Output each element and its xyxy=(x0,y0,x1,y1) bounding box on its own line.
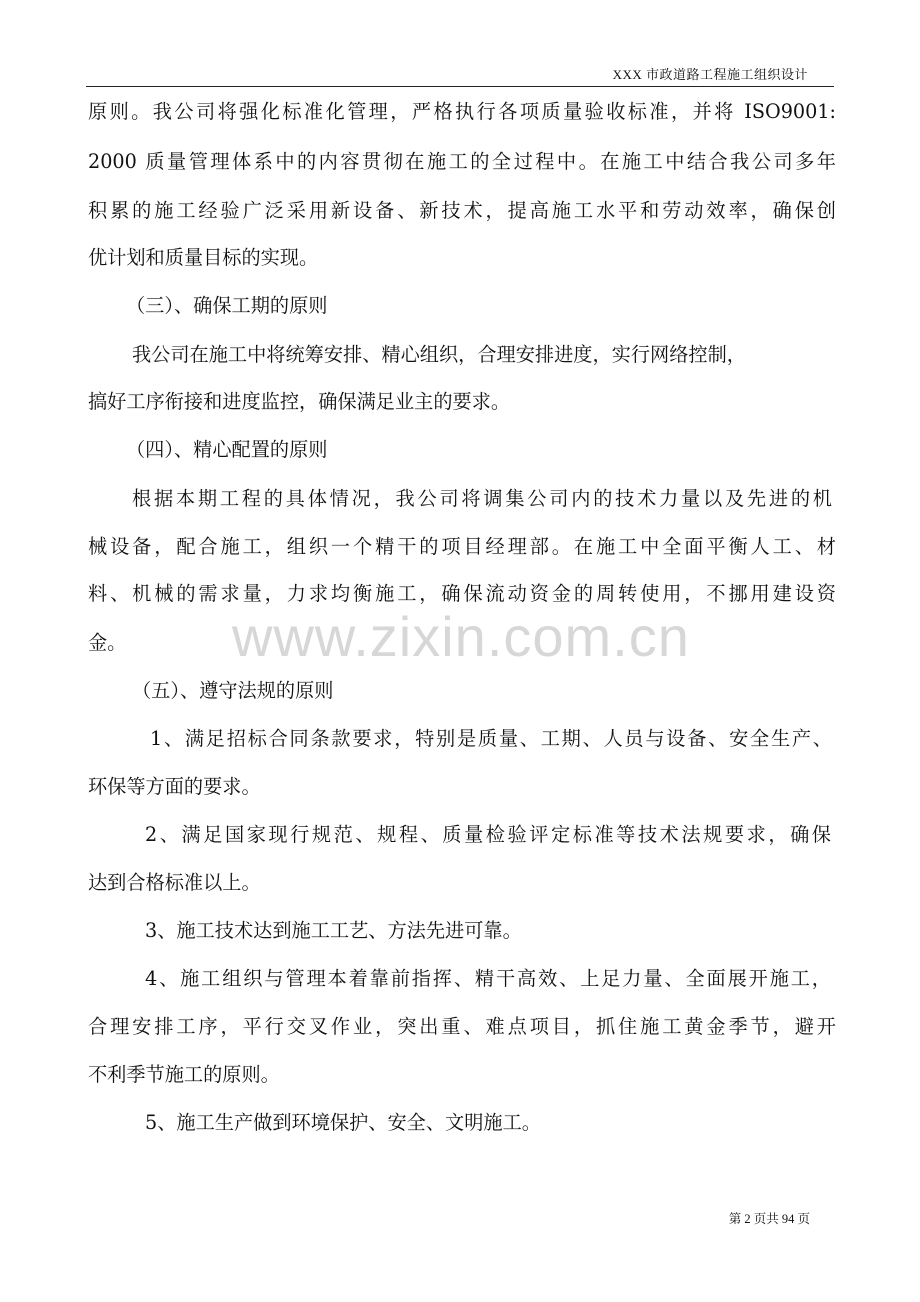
text-line: 料、机械的需求量，力求均衡施工，确保流动资金的周转使用，不挪用建设资 xyxy=(88,582,836,605)
text-line: 不利季节施工的原则。 xyxy=(88,1063,280,1086)
section-heading: （四）、精心配置的原则 xyxy=(126,438,328,461)
text-line: 2、满足国家现行规范、规程、质量检验评定标准等技术法规要求，确保 xyxy=(145,823,831,846)
text-line: 积累的施工经验广泛采用新设备、新技术，提高施工水平和劳动效率，确保创 xyxy=(88,199,836,222)
text-line: 1、满足招标合同条款要求，特别是质量、工期、人员与设备、安全生产、 xyxy=(150,727,832,750)
text-line: 2000 质量管理体系中的内容贯彻在施工的全过程中。在施工中结合我公司多年 xyxy=(88,150,836,173)
text-line: 金。 xyxy=(88,631,127,654)
page-number-footer: 第 2 页共 94 页 xyxy=(728,1212,810,1226)
text-line: 优计划和质量目标的实现。 xyxy=(88,246,319,269)
text-line: 达到合格标准以上。 xyxy=(88,871,261,894)
section-heading: （五）、遵守法规的原则 xyxy=(132,679,334,702)
text-line: 我公司在施工中将统筹安排、精心组织，合理安排进度，实行网络控制， xyxy=(132,343,746,366)
text-line: 根据本期工程的具体情况，我公司将调集公司内的技术力量以及先进的机 xyxy=(132,487,832,510)
text-line: 合理安排工序，平行交叉作业，突出重、难点项目，抓住施工黄金季节，避开 xyxy=(88,1015,836,1038)
text-line: 3、施工技术达到施工工艺、方法先进可靠。 xyxy=(145,919,522,942)
text-line: 搞好工序衔接和进度监控，确保满足业主的要求。 xyxy=(88,390,511,413)
text-line: 4、施工组织与管理本着靠前指挥、精干高效、上足力量、全面展开施工， xyxy=(145,967,831,990)
text-line: 原则。我公司将强化标准化管理，严格执行各项质量验收标准，并将 ISO9001: xyxy=(88,100,836,123)
watermark: www.zixin.com.cn xyxy=(232,605,690,668)
text-line: 械设备，配合施工，组织一个精干的项目经理部。在施工中全面平衡人工、材 xyxy=(88,535,836,558)
page-header-title: XXX 市政道路工程施工组织设计 xyxy=(612,67,808,82)
text-line: 环保等方面的要求。 xyxy=(88,775,261,798)
header-divider xyxy=(86,86,834,87)
section-heading: （三）、确保工期的原则 xyxy=(126,294,328,317)
text-line: 5、施工生产做到环境保护、安全、文明施工。 xyxy=(145,1111,541,1134)
